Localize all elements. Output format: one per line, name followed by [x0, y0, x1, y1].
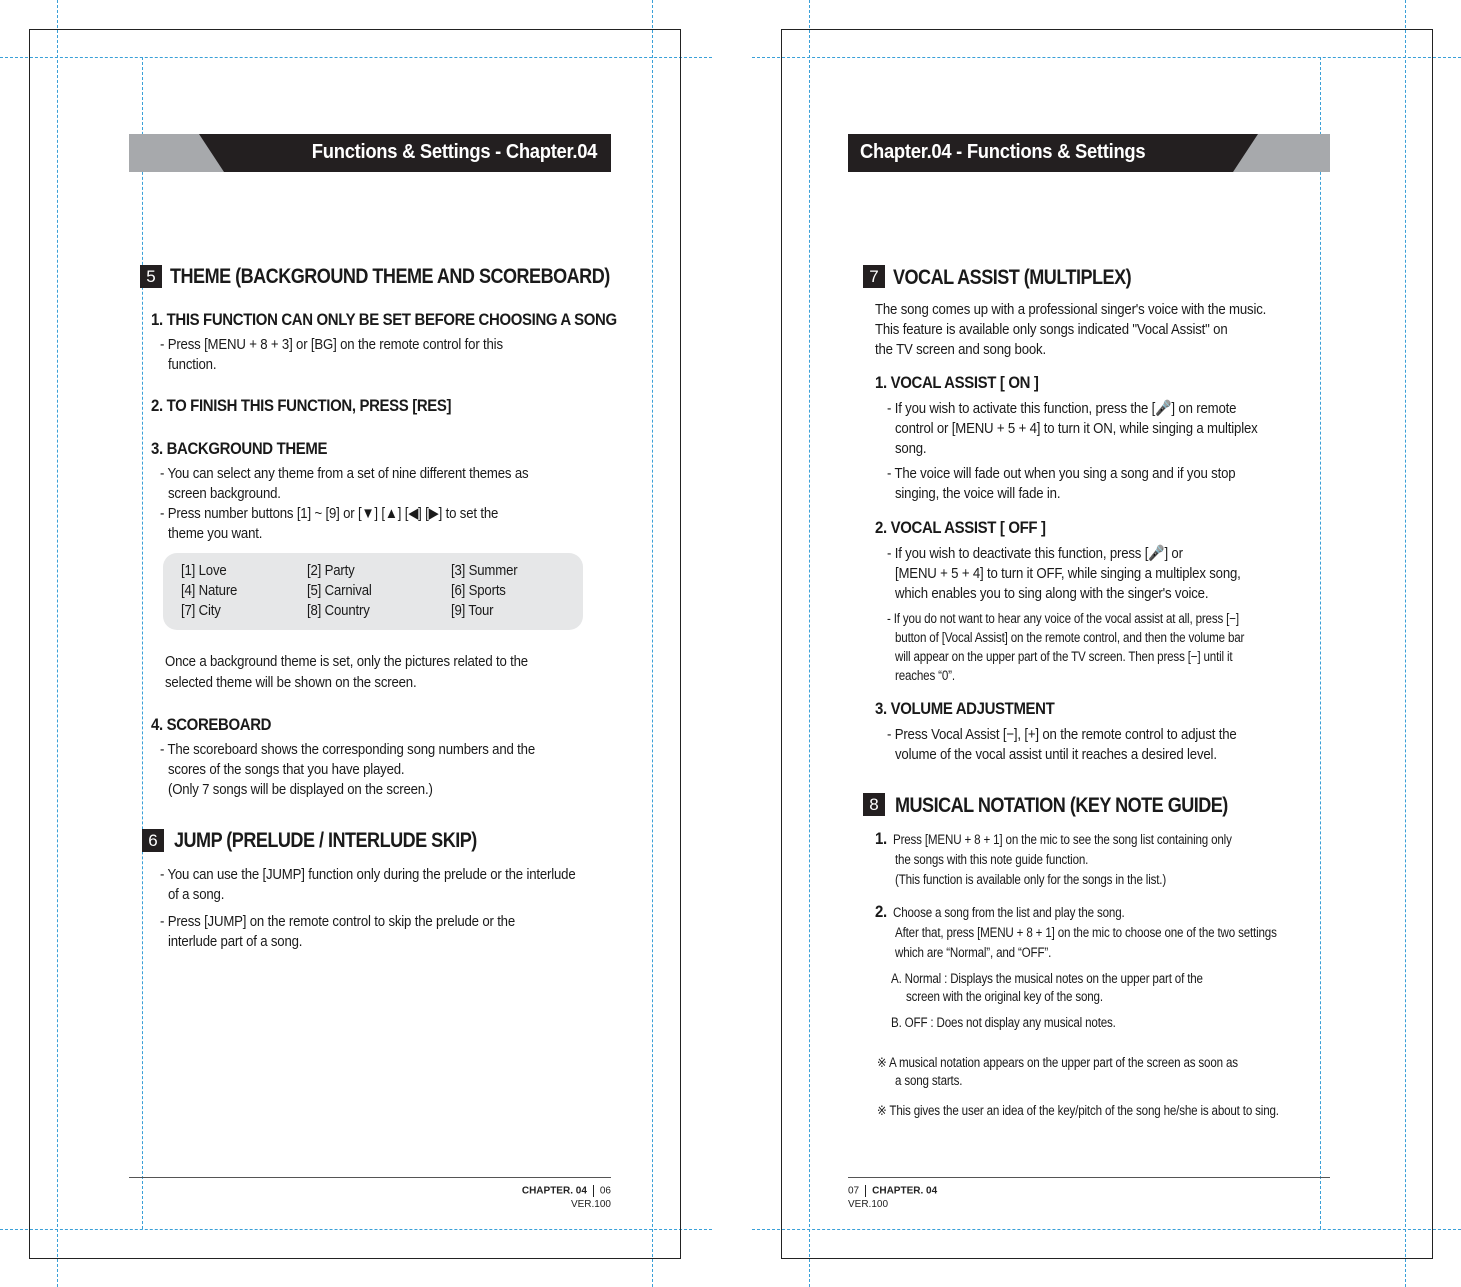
theme-item: [4] Nature [181, 582, 238, 599]
jump-line3: - Press [JUMP] on the remote control to skip the prelude or the [160, 913, 516, 930]
left-banner-title: Functions & Settings - Chapter.04 [311, 141, 597, 163]
item4-title: 4. SCOREBOARD [151, 715, 272, 734]
item4-line1: - The scoreboard shows the corresponding song numbers and the [160, 741, 535, 758]
page-number: 06 [599, 1185, 611, 1197]
notation-step2-line1: Choose a song from the list and play the song. [893, 905, 1125, 920]
jump-line4: interlude part of a song. [168, 933, 303, 950]
jump-line1: - You can use the [JUMP] function only during the prelude or the interlude [160, 866, 576, 883]
vocal-item1-line1: - If you wish to activate this function, press the [🎤] on remote [887, 400, 1237, 417]
notation-note2: ※ This gives the user an idea of the key/pitch of the song he/she is about to sing. [877, 1103, 1279, 1118]
vocal-item2-title: 2. VOCAL ASSIST [ OFF ] [875, 518, 1046, 537]
vocal-item2-line3: which enables you to sing along with the singer's voice. [895, 585, 1209, 602]
vocal-intro-line1: The song comes up with a professional singer's voice with the music. [875, 301, 1267, 318]
footer-rule [129, 1177, 611, 1178]
vocal-item2-line2: [MENU + 5 + 4] to turn it OFF, while singing a multiplex song, [895, 565, 1241, 582]
item1-title: 1. THIS FUNCTION CAN ONLY BE SET BEFORE CHOOSING A SONG [151, 310, 617, 329]
notation-option-a-line1: A. Normal : Displays the musical notes on the upper part of the [891, 971, 1203, 986]
item3-line1: - You can select any theme from a set of nine different themes as [160, 465, 529, 482]
right-banner-title: Chapter.04 - Functions & Settings [860, 141, 1146, 163]
footer-chapter: CHAPTER. 04 [872, 1185, 938, 1197]
notation-step1-line1: Press [MENU + 8 + 1] on the mic to see the song list containing only [893, 832, 1232, 847]
item1-line1: - Press [MENU + 8 + 3] or [BG] on the remote control for this [160, 336, 503, 353]
item3-line4: theme you want. [168, 525, 263, 542]
item4-line2: scores of the songs that you have played. [168, 761, 405, 778]
vocal-intro-line3: the TV screen and song book. [875, 341, 1046, 358]
vocal-item1-line3: song. [895, 440, 927, 457]
vocal-item1-line2: control or [MENU + 5 + 4] to turn it ON, while singing a multiplex [895, 420, 1258, 437]
theme-note-line2: selected theme will be shown on the screen. [165, 674, 417, 691]
left-page-frame [29, 29, 681, 1259]
notation-note1-line1: ※ A musical notation appears on the upper part of the screen as soon as [877, 1055, 1238, 1070]
notation-step2-line3: which are “Normal”, and “OFF”. [895, 945, 1052, 960]
item2-title: 2. TO FINISH THIS FUNCTION, PRESS [RES] [151, 396, 452, 415]
vocal-intro-line2: This feature is available only songs indicated "Vocal Assist" on [875, 321, 1228, 338]
item3-line3: - Press number buttons [1] ~ [9] or [▼] [▲] [◀] [▶] to set the [160, 505, 499, 522]
vocal-item2-line6: will appear on the upper part of the TV screen. Then press [−] until it [895, 649, 1233, 664]
vocal-item2-line4: - If you do not want to hear any voice of the vocal assist at all, press [−] [887, 611, 1239, 626]
theme-note-line1: Once a background theme is set, only the pictures related to the [165, 653, 528, 670]
left-banner [129, 134, 611, 172]
section-title-vocal-assist: VOCAL ASSIST (MULTIPLEX) [893, 266, 1132, 289]
jump-line2: of a song. [168, 886, 225, 903]
right-version: VER.100 [848, 1199, 889, 1210]
item4-line3: (Only 7 songs will be displayed on the screen.) [168, 781, 433, 798]
theme-item: [7] City [181, 602, 221, 619]
vocal-item3-title: 3. VOLUME ADJUSTMENT [875, 699, 1055, 718]
left-version: VER.100 [570, 1199, 611, 1210]
item3-line2: screen background. [168, 485, 281, 502]
item1-line2: function. [168, 356, 217, 373]
footer-chapter: CHAPTER. 04 [521, 1185, 587, 1197]
notation-step1-line2: the songs with this note guide function. [895, 852, 1089, 867]
section-title-jump: JUMP (PRELUDE / INTERLUDE SKIP) [174, 829, 477, 852]
notation-step2-line2: After that, press [MENU + 8 + 1] on the mic to choose one of the two settings [895, 925, 1277, 940]
right-footer [848, 1185, 937, 1197]
vocal-item3-line2: volume of the vocal assist until it reaches a desired level. [895, 746, 1217, 763]
vocal-item2-line1: - If you wish to deactivate this function, press [🎤] or [887, 545, 1183, 562]
vocal-item1-line5: singing, the voice will fade in. [895, 485, 1061, 502]
theme-item: [1] Love [181, 562, 227, 579]
notation-step1-line3: (This function is available only for the songs in the list.) [895, 872, 1167, 887]
theme-item: [2] Party [307, 562, 355, 579]
notation-option-a-line2: screen with the original key of the song. [906, 989, 1103, 1004]
item3-title: 3. BACKGROUND THEME [151, 439, 328, 458]
footer-rule [848, 1177, 1330, 1178]
page-number: 07 [848, 1185, 860, 1197]
notation-step2-number: 2. [875, 902, 887, 921]
notation-note1-line2: a song starts. [895, 1073, 963, 1088]
left-footer [522, 1185, 611, 1197]
section-title-theme: THEME (BACKGROUND THEME AND SCOREBOARD) [170, 265, 610, 288]
theme-item: [9] Tour [451, 602, 494, 619]
vocal-item1-line4: - The voice will fade out when you sing a song and if you stop [887, 465, 1236, 482]
section-title-musical-notation: MUSICAL NOTATION (KEY NOTE GUIDE) [895, 794, 1228, 817]
theme-item: [5] Carnival [307, 582, 372, 599]
section-number-7: 7 [863, 265, 885, 288]
section-number-8: 8 [863, 793, 885, 816]
vocal-item3-line1: - Press Vocal Assist [−], [+] on the remote control to adjust the [887, 726, 1237, 743]
vocal-item2-line5: button of [Vocal Assist] on the remote control, and then the volume bar [895, 630, 1245, 645]
theme-item: [8] Country [307, 602, 370, 619]
section-number-5: 5 [140, 265, 162, 288]
notation-step1-number: 1. [875, 829, 887, 848]
right-banner [848, 134, 1330, 172]
vocal-item2-line7: reaches “0”. [895, 668, 955, 683]
theme-item: [6] Sports [451, 582, 506, 599]
notation-option-b: B. OFF : Does not display any musical notes. [891, 1015, 1116, 1030]
theme-item: [3] Summer [451, 562, 518, 579]
vocal-item1-title: 1. VOCAL ASSIST [ ON ] [875, 373, 1039, 392]
section-number-6: 6 [142, 829, 164, 852]
